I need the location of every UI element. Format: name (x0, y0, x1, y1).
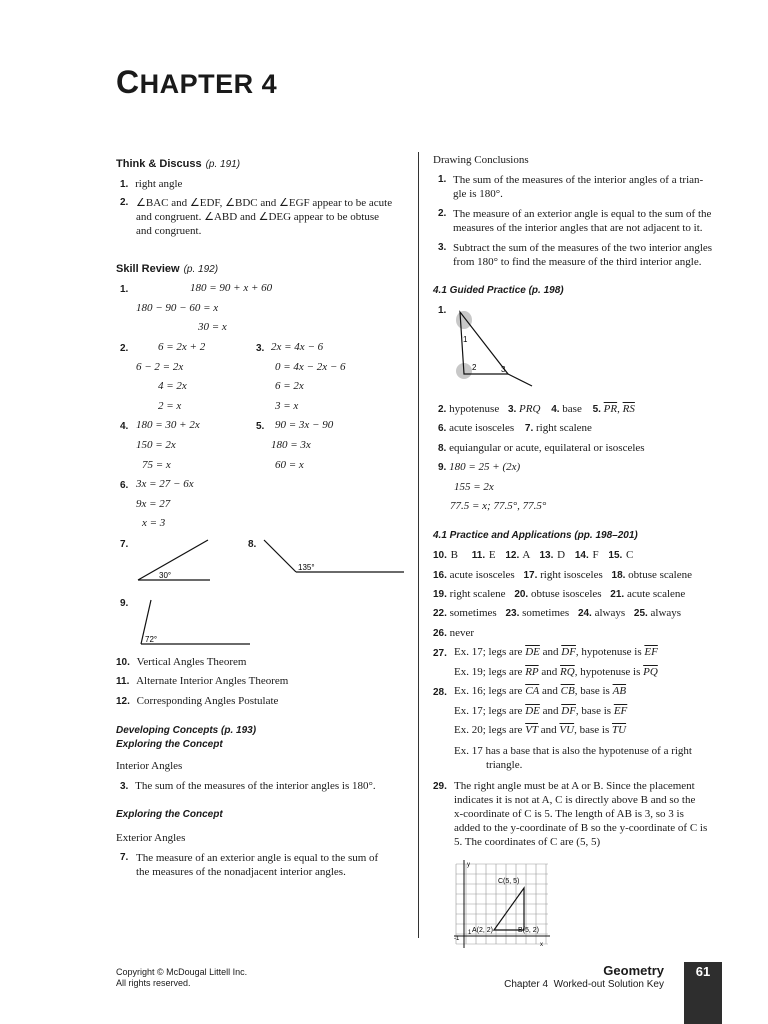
eq6-line2: 9x = 27 (136, 498, 171, 510)
chapter-title-initial: C (116, 64, 140, 100)
item-text: never (449, 627, 475, 639)
think-discuss-title: Think & Discuss (116, 158, 202, 170)
item-number: 10. (116, 657, 130, 668)
gp-row-8 (438, 442, 645, 454)
item-text: PRQ (519, 403, 541, 415)
item-line: from 180° to find the measure of the third interior angle. (453, 256, 702, 268)
item-text: right angle (135, 178, 183, 190)
item-number: 20. (514, 589, 529, 600)
skill-review-title: Skill Review (116, 263, 180, 275)
eq5-number: 5. (256, 421, 265, 432)
item-number: 7. (120, 852, 129, 863)
item-text: Vertical Angles Theorem (136, 656, 247, 668)
item-number: 5. (592, 404, 601, 415)
separator: , (617, 403, 623, 415)
eq5-line1: 90 = 3x − 90 (275, 419, 334, 431)
item-line: The measure of an exterior angle is equal to the sum of the (453, 208, 712, 220)
exterior-angles-label: Exterior Angles (116, 832, 186, 844)
drawing-conclusions-label: Drawing Conclusions (433, 154, 529, 166)
item-text: A (522, 549, 530, 561)
graph-point-c: C(5, 5) (498, 878, 520, 885)
text: , base is (574, 724, 612, 736)
item-number: 9. (438, 462, 447, 473)
fig9-angle-label: 72° (145, 635, 158, 644)
conclusion-3 (438, 241, 712, 269)
guided-practice-heading: 4.1 Guided Practice (p. 198) (433, 285, 564, 296)
gp1-angle-label-2: 2 (472, 363, 477, 372)
gp-row-6-7 (438, 422, 592, 434)
text: and (538, 666, 561, 678)
text-line: 5. The coordinates of C are (5, 5) (454, 836, 601, 848)
eq4-line1: 180 = 30 + 2x (136, 419, 200, 431)
copyright-line: All rights reserved. (116, 978, 191, 988)
eq3-line4: 3 = x (275, 400, 299, 412)
copyright (116, 967, 247, 989)
eq4-line3: 75 = x (142, 459, 171, 471)
segment-label: $\overline{CA}$ (525, 685, 540, 697)
segment-label: $\overline{EF}$ (613, 705, 628, 717)
item-text: Alternate Interior Angles Theorem (136, 675, 289, 687)
item-28-line1 (454, 685, 626, 697)
item-text: right isosceles (540, 569, 603, 581)
text: , base is (574, 685, 613, 697)
item-line: measures of the interior angles that are not adjacent to it. (453, 222, 703, 234)
item-number: 1. (120, 179, 129, 190)
item-28-number: 28. (433, 687, 447, 698)
item-27-line2 (454, 666, 658, 678)
text: , hypotenuse is (574, 666, 644, 678)
segment-label: $\overline{RP}$ (525, 666, 539, 678)
practice-applications-heading: 4.1 Practice and Applications (pp. 198–201) (433, 530, 638, 541)
item-27-number: 27. (433, 648, 447, 659)
item-3-interior (120, 780, 376, 792)
item-number: 2. (438, 404, 447, 415)
item-28-line2 (454, 705, 627, 717)
text: Ex. 16; legs are (454, 685, 526, 697)
text: , base is (575, 705, 614, 717)
item-line: ∠BAC and ∠EDF, ∠BDC and ∠EGF appear to be acute (136, 197, 393, 209)
item-number: 17. (523, 570, 538, 581)
item-number: 2. (438, 208, 447, 219)
segment-label: $\overline{VT}$ (525, 724, 539, 736)
gp9-line3: 77.5 = x; 77.5°, 77.5° (450, 500, 547, 512)
eq4-line2: 150 = 2x (136, 439, 176, 451)
item-number: 12. (505, 550, 520, 561)
gp1-triangle-diagram (448, 302, 538, 390)
exploring-concept-heading-2: Exploring the Concept (116, 809, 223, 820)
gp-row-2-5 (438, 403, 635, 415)
gp1-angle-shading-top (456, 311, 472, 329)
item-text: always (594, 607, 626, 619)
fig7-ray-slanted (138, 540, 208, 580)
segment-label: $\overline{VU}$ (559, 724, 575, 736)
item-number: 8. (438, 443, 447, 454)
fig8-ray-slanted (264, 540, 296, 572)
eq1-line2: 180 − 90 − 60 = x (136, 302, 219, 314)
text: Ex. 19; legs are (454, 666, 526, 678)
fig7-angle-diagram (130, 536, 220, 584)
item-number: 14. (574, 550, 589, 561)
fig8-number: 8. (248, 539, 257, 550)
item-number: 3. (438, 242, 447, 253)
item-text: hypotenuse (449, 403, 500, 415)
item-text: D (557, 549, 566, 561)
item-27-line1 (454, 646, 658, 658)
segment-label: $\overline{TU}$ (611, 724, 627, 736)
item-text: sometimes (522, 607, 570, 619)
skill-review-page: (p. 192) (183, 264, 219, 275)
item-number: 23. (505, 608, 520, 619)
item-7-exterior (120, 851, 378, 879)
segment-label: $\overline{DE}$ (525, 646, 540, 658)
text: and (539, 646, 562, 658)
conclusion-1 (438, 173, 703, 201)
eq1-line3: 30 = x (198, 321, 227, 333)
item-10 (116, 656, 246, 668)
segment-label: $\overline{PQ}$ (643, 666, 658, 678)
item-text: right scalene (536, 422, 592, 434)
item-number: 16. (433, 570, 447, 581)
item-text: sometimes (449, 607, 497, 619)
item-text: B (450, 549, 458, 561)
think-discuss-heading (116, 154, 240, 172)
chapter-title (116, 64, 277, 101)
item-number: 18. (611, 570, 626, 581)
think-item-2 (120, 196, 392, 238)
item-number: 13. (539, 550, 554, 561)
eq3-line3: 6 = 2x (275, 380, 304, 392)
item-number: 3. (507, 404, 517, 415)
item-number: 12. (116, 696, 130, 707)
graph-x-label: x (540, 942, 543, 948)
eq2-line2: 6 − 2 = 2x (136, 361, 184, 373)
footer-subtitle: Chapter 4 Worked-out Solution Key (504, 979, 664, 990)
eq2-line1: 6 = 2x + 2 (158, 341, 206, 353)
eq5-line2: 180 = 3x (271, 439, 311, 451)
item-number: 6. (438, 423, 447, 434)
text: Ex. 20; legs are (454, 724, 526, 736)
footer-book-title: Geometry (603, 963, 664, 978)
item-text: The sum of the measures of the interior angles is 180°. (135, 780, 376, 792)
eq6-line3: x = 3 (142, 517, 166, 529)
item-line: and congruent. (136, 225, 202, 237)
text-line: added to the y-coordinate of B so the y-coordinate of C is (454, 822, 708, 834)
eq1-line1: 180 = 90 + x + 60 (190, 282, 273, 294)
eq1-number: 1. (120, 284, 129, 295)
graph-point-b: B(5, 2) (518, 927, 540, 934)
eq3-line2: 0 = 4x − 2x − 6 (275, 361, 346, 373)
item-text: base (562, 403, 582, 415)
graph-tick-1: 1 (468, 930, 472, 936)
fig8-angle-diagram (258, 536, 408, 580)
coordinate-graph (452, 858, 552, 950)
item-line: The sum of the measures of the interior angles of a trian- (453, 174, 704, 186)
item-text: always (650, 607, 682, 619)
eq3-line1: 2x = 4x − 6 (271, 341, 324, 353)
item-text: obtuse isosceles (530, 588, 602, 600)
graph-tick-neg1: -1 (454, 936, 460, 942)
gp1-extension-line (508, 374, 532, 386)
item-number: 11. (471, 550, 486, 561)
item-number: 22. (433, 608, 447, 619)
item-28-line3 (454, 724, 626, 736)
item-number: 2. (120, 197, 129, 208)
think-discuss-page: (p. 191) (205, 159, 241, 170)
gp9-line2: 155 = 2x (454, 481, 494, 493)
item-text: 180 = 25 + (2x) (449, 461, 521, 473)
text: , hypotenuse is (575, 646, 645, 658)
chapter-title-rest: HAPTER 4 (139, 69, 278, 99)
text-line: triangle. (486, 759, 523, 771)
item-number: 10. (433, 550, 447, 561)
item-number: 3. (120, 781, 129, 792)
item-line: the measures of the nonadjacent interior angles. (136, 866, 346, 878)
item-number: 25. (633, 608, 648, 619)
text-line: Ex. 17 has a base that is also the hypotenuse of a right (454, 745, 692, 757)
item-number: 15. (608, 550, 623, 561)
graph-y-label: y (467, 862, 470, 868)
item-number: 1. (438, 174, 447, 185)
pa-row-19-21 (433, 588, 685, 600)
segment-label: $\overline{RS}$ (622, 403, 635, 415)
item-text: right scalene (449, 588, 506, 600)
text: and (539, 685, 561, 697)
item-text: obtuse scalene (628, 569, 693, 581)
eq4-number: 4. (120, 421, 129, 432)
gp-row-9 (438, 461, 520, 473)
skill-review-heading (116, 259, 218, 277)
exploring-concept-heading-1: Exploring the Concept (116, 739, 223, 750)
segment-label: $\overline{EF}$ (644, 646, 658, 658)
item-number: 24. (577, 608, 592, 619)
item-number: 7. (524, 423, 534, 434)
eq2-line3: 4 = 2x (158, 380, 187, 392)
text: and (539, 705, 562, 717)
item-text: acute scalene (626, 588, 686, 600)
fig8-angle-label: 135° (298, 563, 315, 572)
eq2-line4: 2 = x (158, 400, 182, 412)
item-text: Corresponding Angles Postulate (136, 695, 279, 707)
eq6-line1: 3x = 27 − 6x (136, 478, 194, 490)
item-number: 21. (610, 589, 625, 600)
text: Ex. 17; legs are (454, 646, 526, 658)
item-number: 4. (551, 404, 560, 415)
pa-row-26 (433, 627, 474, 639)
conclusion-2 (438, 207, 711, 235)
item-text: F (592, 549, 599, 561)
item-11 (116, 675, 288, 687)
pa-row-16-18 (433, 569, 692, 581)
page-number-tab (684, 962, 722, 1024)
fig7-angle-label: 30° (159, 571, 172, 580)
item-number: 26. (433, 628, 447, 639)
item-line: and congruent. ∠ABD and ∠DEG appear to be obtuse (136, 211, 380, 223)
segment-label: $\overline{PR}$ (603, 403, 618, 415)
item-29-number: 29. (433, 781, 447, 792)
pa-row-22-25 (433, 607, 681, 619)
fig9-number: 9. (120, 598, 129, 609)
fig9-angle-diagram (136, 596, 256, 648)
developing-concepts-heading: Developing Concepts (p. 193) (116, 725, 257, 736)
gp1-angle-label-1: 1 (463, 335, 468, 344)
segment-label: $\overline{DE}$ (525, 705, 540, 717)
think-item-1 (120, 177, 182, 192)
gp1-angle-label-3: 3 (501, 365, 506, 374)
segment-label: $\overline{DF}$ (561, 646, 576, 658)
text-line: indicates it is not at A, C is directly above B and so the (454, 794, 696, 806)
item-text: equiangular or acute, equilateral or isosceles (449, 442, 645, 454)
eq3-number: 3. (256, 343, 265, 354)
segment-label: $\overline{DF}$ (561, 705, 576, 717)
eq6-number: 6. (120, 480, 129, 491)
item-line: The measure of an exterior angle is equal to the sum of (136, 852, 379, 864)
pa-row-10-15 (433, 549, 633, 561)
item-line: gle is 180°. (453, 188, 503, 200)
item-28-line4 (454, 744, 692, 772)
text: and (538, 724, 560, 736)
column-divider (418, 152, 419, 938)
eq5-line3: 60 = x (275, 459, 304, 471)
text-line: The right angle must be at A or B. Since the placement (454, 780, 695, 792)
text-line: x-coordinate of C is 5. The length of AB is 3, so 3 is (454, 808, 684, 820)
interior-angles-label: Interior Angles (116, 760, 183, 772)
item-29-text (454, 779, 707, 849)
item-line: Subtract the sum of the measures of the two interior angles (453, 242, 713, 254)
eq2-number: 2. (120, 343, 129, 354)
item-text: C (626, 549, 634, 561)
item-text: acute isosceles (449, 422, 515, 434)
segment-label: $\overline{RQ}$ (560, 666, 575, 678)
item-number: 19. (433, 589, 447, 600)
item-number: 11. (116, 676, 130, 687)
segment-label: $\overline{CB}$ (560, 685, 575, 697)
copyright-line: Copyright © McDougal Littell Inc. (116, 967, 248, 977)
page-number: 61 (695, 964, 711, 979)
graph-point-a: A(2, 2) (472, 927, 494, 934)
item-text: E (488, 549, 496, 561)
text: Ex. 17; legs are (454, 705, 526, 717)
gp1-number: 1. (438, 305, 447, 316)
item-text: acute isosceles (449, 569, 515, 581)
segment-label: $\overline{AB}$ (612, 685, 627, 697)
item-12 (116, 695, 278, 707)
fig7-number: 7. (120, 539, 129, 550)
